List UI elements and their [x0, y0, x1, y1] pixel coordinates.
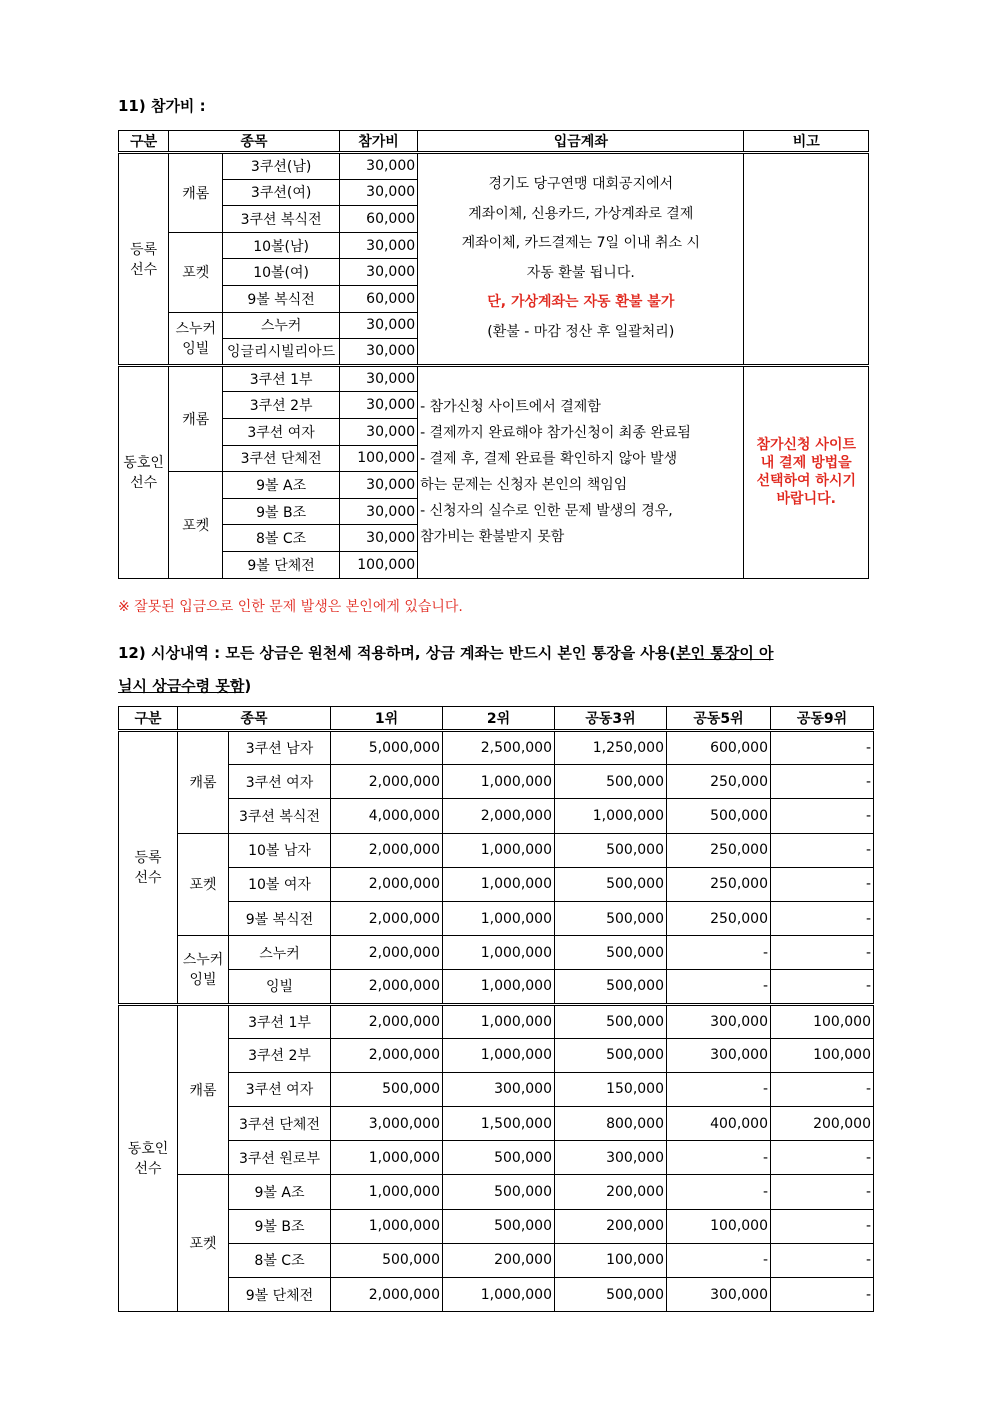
prize-amount: 500,000: [555, 833, 667, 867]
prize-heading-main: 12) 시상내역 : 모든 상금은 원천세 적용하며, 상금 계좌는 반드시 본인 통장을 사용(: [118, 644, 677, 662]
account-line: 하는 문제는 신청자 본인의 책임임: [420, 477, 628, 494]
table-row: [119, 1072, 874, 1106]
account-line: 참가비는 환불받지 못함: [420, 529, 565, 546]
header-account: 입금계좌: [418, 131, 744, 153]
header-category: 구분: [119, 707, 178, 731]
prize-amount: -: [667, 1175, 771, 1209]
table-row: [119, 731, 874, 765]
event-name: 10볼 여자: [229, 867, 331, 901]
table-row: [119, 970, 874, 1004]
prize-amount: 2,000,000: [331, 936, 443, 970]
prize-amount: 1,000,000: [443, 1004, 555, 1038]
header-rank: 공동5위: [667, 707, 771, 731]
table-row: [119, 799, 874, 833]
table-row: [119, 153, 869, 180]
prize-amount: 500,000: [555, 1038, 667, 1072]
account-line: - 참가신청 사이트에서 결제함: [420, 399, 601, 416]
prize-amount: 4,000,000: [331, 799, 443, 833]
fee-amount: 30,000: [339, 498, 417, 525]
prize-amount: -: [771, 936, 874, 970]
header-rank: 2위: [443, 707, 555, 731]
event-name: 8볼 C조: [223, 525, 339, 552]
prize-amount: 1,250,000: [555, 731, 667, 765]
prize-amount: 300,000: [667, 1038, 771, 1072]
account-line: 계좌이체, 카드결제는 7일 이내 취소 시: [461, 235, 701, 252]
event-name: 3쿠션 여자: [223, 418, 339, 445]
fee-amount: 30,000: [339, 259, 417, 286]
account-line: (환불 - 마감 정산 후 일괄처리): [487, 323, 675, 340]
table-row: [119, 901, 874, 935]
prize-amount: 250,000: [667, 867, 771, 901]
table-row: [119, 936, 874, 970]
subcategory-label: 스누커 잉빌: [169, 312, 223, 365]
table-row: [119, 765, 874, 799]
prize-amount: 250,000: [667, 765, 771, 799]
prize-amount: 2,000,000: [331, 1004, 443, 1038]
payment-warning-note: ※ 잘못된 입금으로 인한 문제 발생은 본인에게 있습니다.: [118, 599, 463, 615]
category-label: 동호인 선수: [119, 1004, 178, 1312]
fee-amount: 30,000: [339, 392, 417, 419]
prize-amount: 150,000: [555, 1072, 667, 1106]
prize-amount: 500,000: [443, 1209, 555, 1243]
event-name: 잉글리시빌리아드: [223, 339, 339, 366]
event-name: 3쿠션 단체전: [229, 1107, 331, 1141]
account-line: 계좌이체, 신용카드, 가상계좌로 결제: [468, 205, 694, 222]
subcategory-label: 포켓: [169, 232, 223, 312]
fee-amount: 30,000: [339, 365, 417, 392]
subcategory-label: 스누커 잉빌: [178, 936, 229, 1004]
account-line: 단, 가상계좌는 자동 환불 불가: [487, 294, 675, 311]
event-name: 10볼(여): [223, 259, 339, 286]
fee-amount: 30,000: [339, 153, 417, 180]
prize-amount: 500,000: [331, 1072, 443, 1106]
category-label: 동호인 선수: [119, 365, 169, 578]
prize-amount: 100,000: [771, 1004, 874, 1038]
event-name: 10볼 남자: [229, 833, 331, 867]
prize-amount: 300,000: [555, 1141, 667, 1175]
prize-amount: 250,000: [667, 901, 771, 935]
prize-amount: 2,000,000: [331, 765, 443, 799]
fee-amount: 60,000: [339, 285, 417, 312]
prize-amount: 500,000: [331, 1243, 443, 1277]
prize-amount: 1,000,000: [443, 936, 555, 970]
account-line: - 결제 후, 결제 완료를 확인하지 않아 발생: [420, 451, 678, 468]
prize-amount: -: [771, 799, 874, 833]
event-name: 3쿠션(남): [223, 153, 339, 180]
event-name: 9볼 단체전: [229, 1278, 331, 1312]
prize-amount: 1,000,000: [443, 765, 555, 799]
prize-amount: -: [771, 867, 874, 901]
event-name: 3쿠션 2부: [223, 392, 339, 419]
subcategory-label: 캐롬: [169, 153, 223, 233]
prize-amount: 200,000: [443, 1243, 555, 1277]
table-row: [119, 1004, 874, 1038]
payment-account-info: [418, 365, 744, 578]
prize-amount: 100,000: [667, 1209, 771, 1243]
account-line: - 신청자의 실수로 인한 문제 발생의 경우,: [420, 503, 673, 520]
table-row: [119, 1209, 874, 1243]
prize-amount: -: [771, 901, 874, 935]
prize-amount: -: [771, 1141, 874, 1175]
subcategory-label: 캐롬: [169, 365, 223, 471]
table-row: [119, 365, 869, 392]
account-line: 경기도 당구연맹 대회공지에서: [488, 176, 674, 193]
prize-amount: -: [771, 1209, 874, 1243]
prize-table: [118, 706, 874, 1312]
prize-amount: 2,000,000: [331, 1038, 443, 1072]
payment-account-info: [418, 153, 744, 366]
event-name: 3쿠션 여자: [229, 1072, 331, 1106]
header-rank: 1위: [331, 707, 443, 731]
prize-amount: -: [771, 970, 874, 1004]
prize-amount: 1,000,000: [443, 901, 555, 935]
event-name: 8볼 C조: [229, 1243, 331, 1277]
event-name: 3쿠션 여자: [229, 765, 331, 799]
event-name: 9볼 복식전: [223, 285, 339, 312]
account-line: - 결제까지 완료해야 참가신청이 최종 완료됨: [420, 425, 691, 442]
fee-amount: 30,000: [339, 312, 417, 339]
prize-amount: 600,000: [667, 731, 771, 765]
prize-amount: 300,000: [667, 1004, 771, 1038]
event-name: 3쿠션 단체전: [223, 445, 339, 472]
prize-amount: 1,000,000: [443, 970, 555, 1004]
fee-amount: 30,000: [339, 339, 417, 366]
event-name: 3쿠션 남자: [229, 731, 331, 765]
prize-amount: -: [771, 1072, 874, 1106]
event-name: 3쿠션 원로부: [229, 1141, 331, 1175]
subcategory-label: 포켓: [178, 1175, 229, 1312]
table-row: [119, 833, 874, 867]
subcategory-label: 캐롬: [178, 731, 229, 834]
prize-amount: 1,500,000: [443, 1107, 555, 1141]
prize-amount: 500,000: [667, 799, 771, 833]
prize-amount: -: [667, 970, 771, 1004]
prize-amount: 500,000: [555, 936, 667, 970]
prize-amount: -: [771, 1278, 874, 1312]
event-name: 3쿠션 1부: [223, 365, 339, 392]
prize-amount: -: [667, 1141, 771, 1175]
event-name: 잉빌: [229, 970, 331, 1004]
prize-amount: 1,000,000: [331, 1209, 443, 1243]
subcategory-label: 캐롬: [178, 1004, 229, 1175]
prize-heading-underlined: 본인 통장이 아: [676, 644, 774, 662]
remark-cell: [744, 153, 869, 366]
fee-heading: 11) 참가비 :: [118, 97, 206, 115]
prize-amount: -: [771, 731, 874, 765]
event-name: 3쿠션 복식전: [229, 799, 331, 833]
event-name: 10볼(남): [223, 232, 339, 259]
prize-amount: 1,000,000: [331, 1141, 443, 1175]
event-name: 3쿠션 2부: [229, 1038, 331, 1072]
prize-amount: 250,000: [667, 833, 771, 867]
prize-amount: 200,000: [771, 1107, 874, 1141]
event-name: 9볼 A조: [229, 1175, 331, 1209]
table-row: [119, 1278, 874, 1312]
header-remark: 비고: [744, 131, 869, 153]
fee-amount: 100,000: [339, 551, 417, 578]
category-label: 등록 선수: [119, 153, 169, 366]
prize-amount: -: [771, 833, 874, 867]
fee-amount: 30,000: [339, 525, 417, 552]
prize-heading: [118, 637, 878, 703]
prize-amount: -: [771, 765, 874, 799]
prize-amount: -: [771, 1175, 874, 1209]
prize-amount: 200,000: [555, 1175, 667, 1209]
header-category: 구분: [119, 131, 169, 153]
table-row: [119, 1038, 874, 1072]
prize-amount: -: [667, 1243, 771, 1277]
event-name: 스누커: [223, 312, 339, 339]
fee-amount: 30,000: [339, 472, 417, 499]
prize-amount: 1,000,000: [555, 799, 667, 833]
prize-amount: 500,000: [555, 867, 667, 901]
prize-amount: 2,000,000: [331, 1278, 443, 1312]
prize-amount: 2,000,000: [331, 867, 443, 901]
prize-amount: 2,000,000: [331, 901, 443, 935]
table-row: [119, 867, 874, 901]
prize-amount: 400,000: [667, 1107, 771, 1141]
prize-amount: 300,000: [443, 1072, 555, 1106]
event-name: 9볼 A조: [223, 472, 339, 499]
prize-amount: 1,000,000: [443, 1278, 555, 1312]
prize-heading-tail: ): [244, 677, 252, 695]
header-fee: 참가비: [339, 131, 417, 153]
prize-amount: 2,000,000: [443, 799, 555, 833]
header-event: 종목: [169, 131, 340, 153]
prize-amount: 3,000,000: [331, 1107, 443, 1141]
event-name: 9볼 B조: [223, 498, 339, 525]
prize-amount: -: [667, 1072, 771, 1106]
fee-amount: 30,000: [339, 232, 417, 259]
fee-amount: 60,000: [339, 206, 417, 233]
table-row: [119, 1107, 874, 1141]
entry-fee-table: [118, 130, 869, 579]
table-row: [119, 1243, 874, 1277]
table-row: [119, 1141, 874, 1175]
prize-amount: 500,000: [555, 1278, 667, 1312]
prize-amount: -: [667, 936, 771, 970]
prize-amount: 100,000: [555, 1243, 667, 1277]
prize-amount: 2,000,000: [331, 833, 443, 867]
header-rank: 공동9위: [771, 707, 874, 731]
prize-amount: 2,500,000: [443, 731, 555, 765]
prize-amount: 500,000: [555, 1004, 667, 1038]
account-line: 자동 환불 됩니다.: [526, 264, 635, 281]
fee-amount: 30,000: [339, 179, 417, 206]
event-name: 9볼 B조: [229, 1209, 331, 1243]
prize-amount: 500,000: [555, 765, 667, 799]
prize-amount: 500,000: [555, 901, 667, 935]
prize-amount: 1,000,000: [443, 833, 555, 867]
prize-amount: 1,000,000: [443, 1038, 555, 1072]
prize-amount: 5,000,000: [331, 731, 443, 765]
event-name: 3쿠션 복식전: [223, 206, 339, 233]
header-rank: 공동3위: [555, 707, 667, 731]
prize-amount: 2,000,000: [331, 970, 443, 1004]
category-label: 등록 선수: [119, 731, 178, 1005]
prize-amount: -: [771, 1243, 874, 1277]
event-name: 3쿠션(여): [223, 179, 339, 206]
prize-amount: 200,000: [555, 1209, 667, 1243]
subcategory-label: 포켓: [178, 833, 229, 936]
subcategory-label: 포켓: [169, 472, 223, 578]
fee-amount: 30,000: [339, 418, 417, 445]
fee-amount: 100,000: [339, 445, 417, 472]
table-row: [119, 1175, 874, 1209]
event-name: 3쿠션 1부: [229, 1004, 331, 1038]
prize-amount: 500,000: [443, 1175, 555, 1209]
remark-cell: 참가신청 사이트 내 결제 방법을 선택하여 하시기 바랍니다.: [744, 365, 869, 578]
prize-amount: 100,000: [771, 1038, 874, 1072]
header-event: 종목: [178, 707, 331, 731]
prize-amount: 800,000: [555, 1107, 667, 1141]
event-name: 9볼 복식전: [229, 901, 331, 935]
prize-amount: 500,000: [555, 970, 667, 1004]
prize-heading-underlined-2: 닐시 상금수령 못함: [118, 677, 245, 695]
prize-amount: 1,000,000: [331, 1175, 443, 1209]
prize-amount: 1,000,000: [443, 867, 555, 901]
prize-amount: 300,000: [667, 1278, 771, 1312]
prize-amount: 500,000: [443, 1141, 555, 1175]
event-name: 스누커: [229, 936, 331, 970]
event-name: 9볼 단체전: [223, 551, 339, 578]
